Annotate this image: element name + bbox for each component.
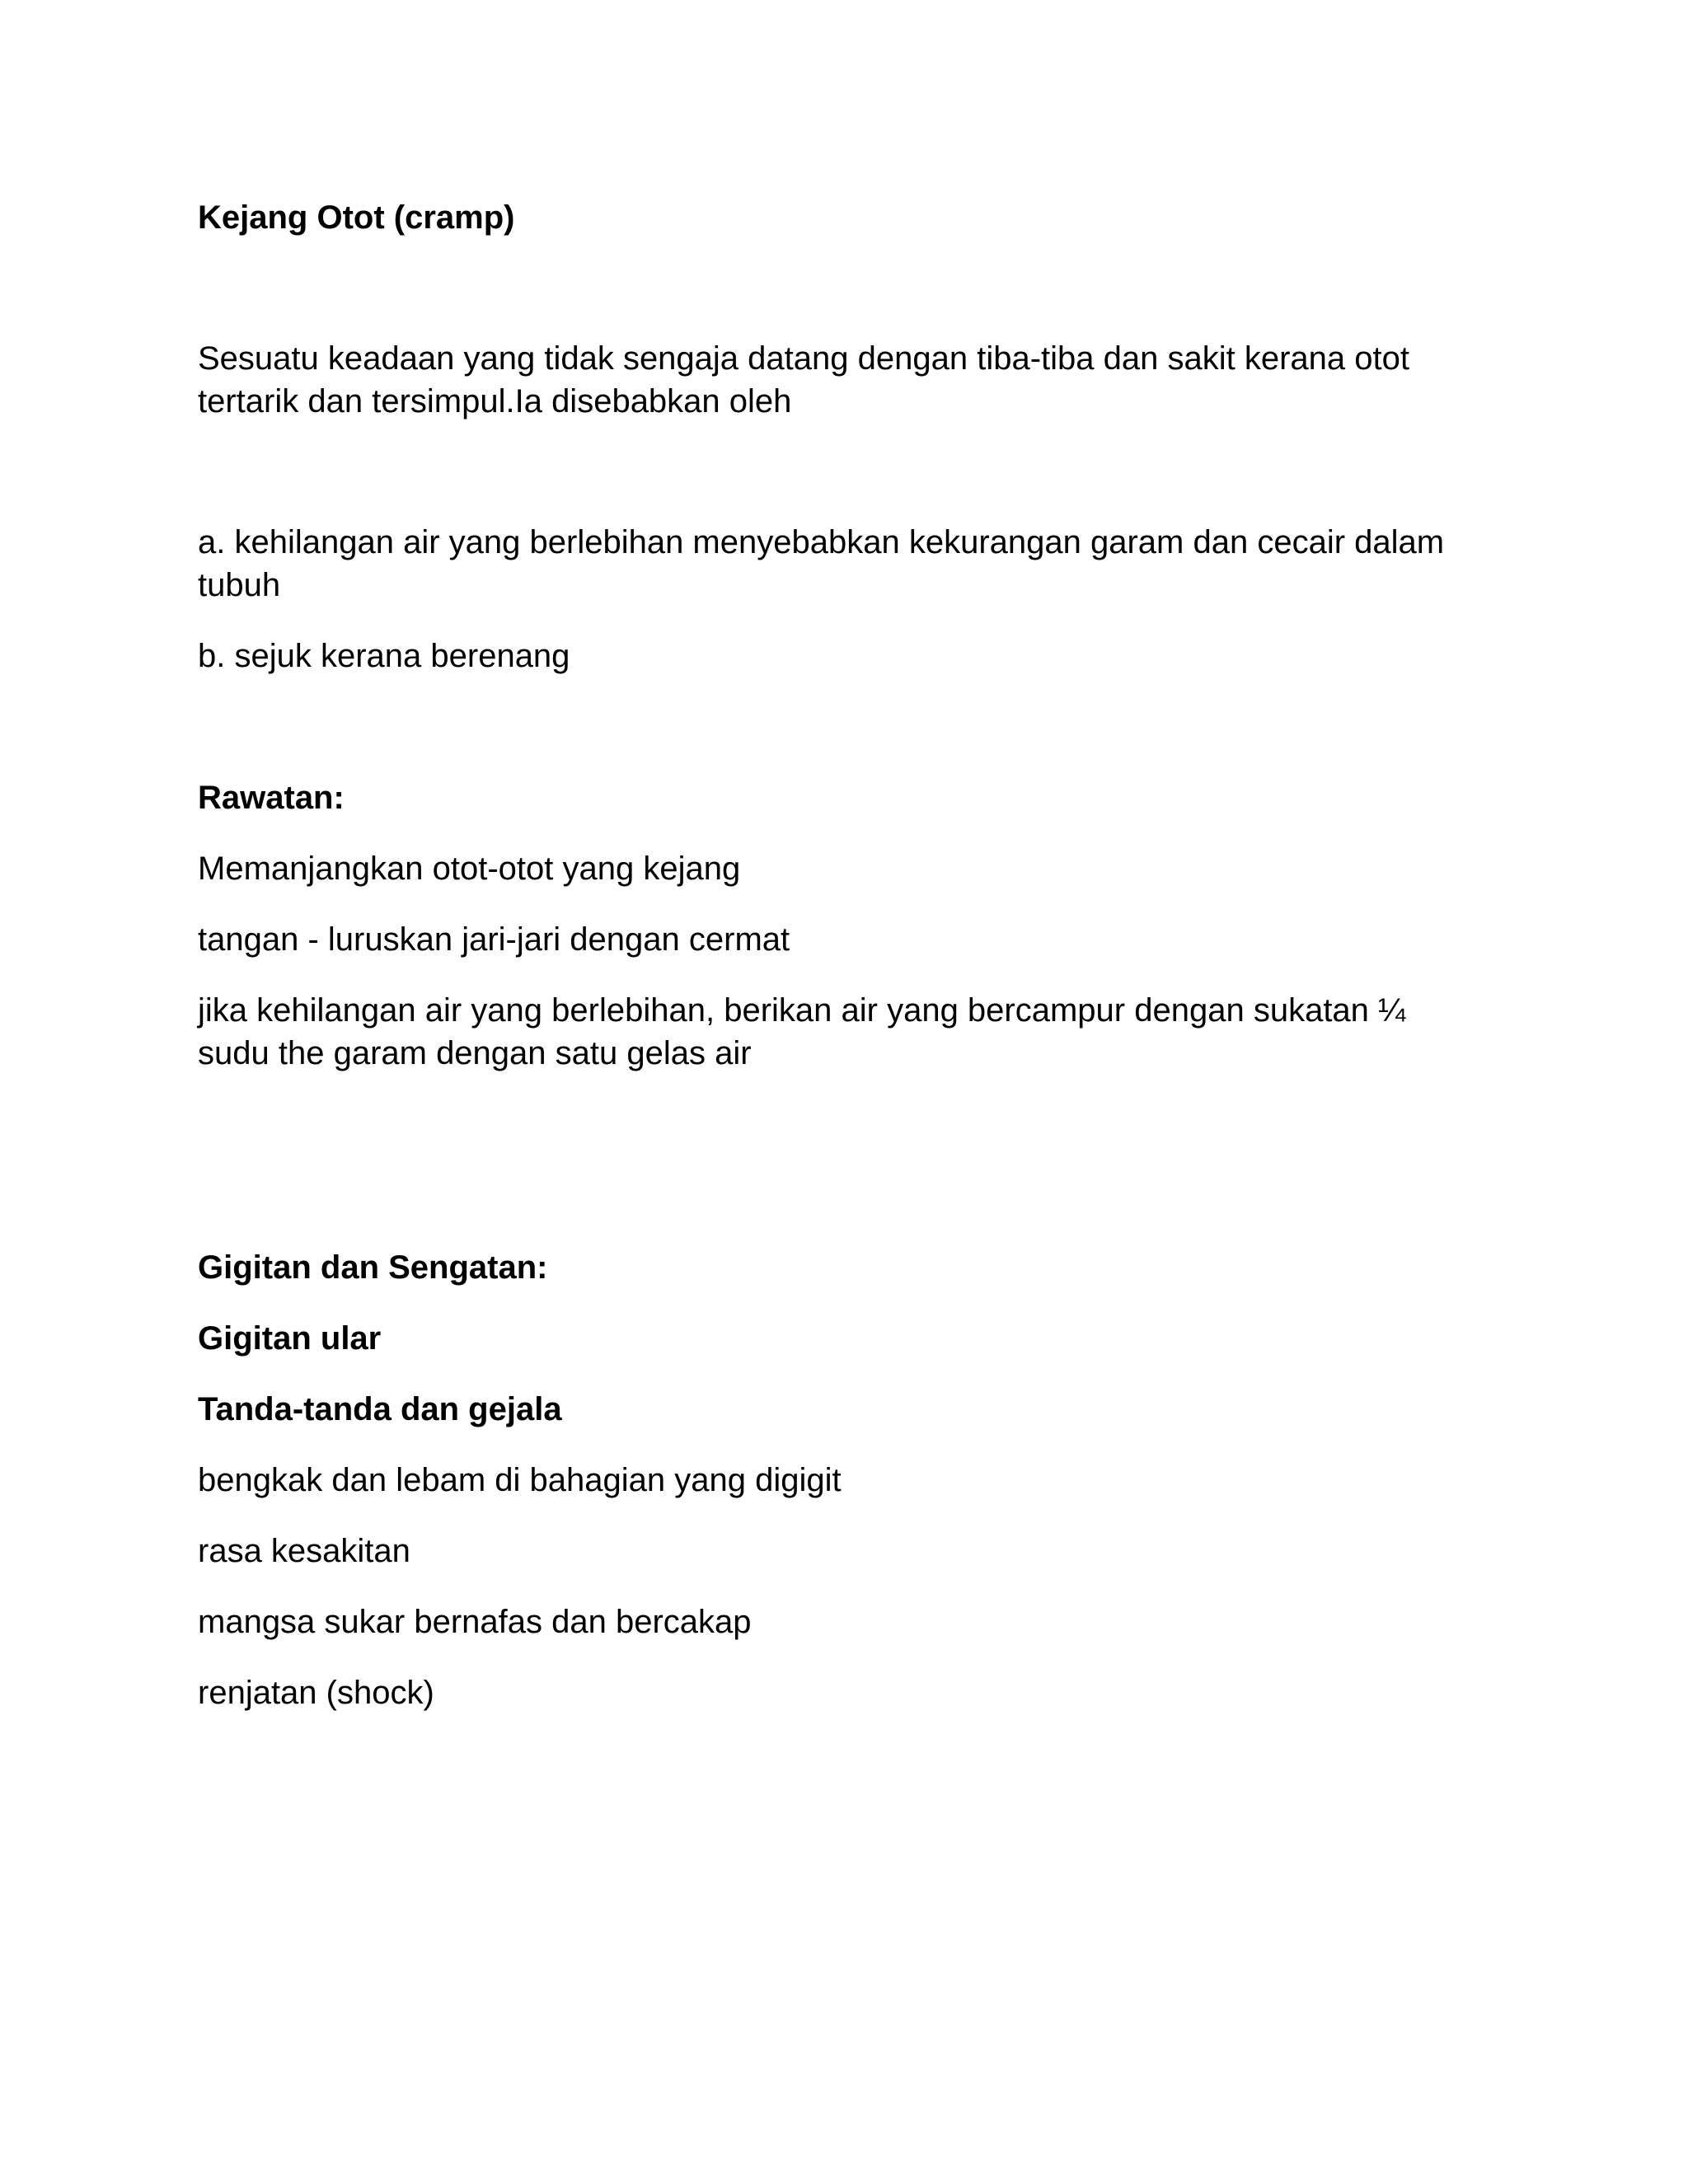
cause-a-line-2: tubuh [198, 567, 281, 603]
heading-gigitan-sengatan: Gigitan dan Sengatan: [198, 1249, 548, 1286]
sign-item-2: rasa kesakitan [198, 1533, 410, 1569]
sign-item-3: mangsa sukar bernafas dan bercakap [198, 1604, 752, 1640]
sign-item-4: renjatan (shock) [198, 1675, 434, 1711]
cause-a-line-1: a. kehilangan air yang berlebihan menyebabkan kekurangan garam dan cecair dalam [198, 524, 1445, 560]
treatment-item-3-line-1: jika kehilangan air yang berlebihan, berikan air yang bercampur dengan sukatan ¼ [198, 992, 1406, 1029]
treatment-item-2: tangan - luruskan jari-jari dengan cermat [198, 921, 790, 958]
heading-gigitan-ular: Gigitan ular [198, 1320, 382, 1357]
heading-kejang-otot: Kejang Otot (cramp) [198, 199, 515, 236]
description-line-2: tertarik dan tersimpul.Ia disebabkan oleh [198, 383, 792, 419]
treatment-item-1: Memanjangkan otot-otot yang kejang [198, 851, 741, 887]
treatment-item-3-line-2: sudu the garam dengan satu gelas air [198, 1035, 752, 1071]
cause-b: b. sejuk kerana berenang [198, 638, 570, 674]
description-line-1: Sesuatu keadaan yang tidak sengaja datang dengan tiba-tiba dan sakit kerana otot [198, 340, 1409, 377]
heading-tanda-gejala: Tanda-tanda dan gejala [198, 1391, 562, 1427]
heading-rawatan: Rawatan: [198, 780, 345, 816]
sign-item-1: bengkak dan lebam di bahagian yang digigit [198, 1462, 842, 1498]
